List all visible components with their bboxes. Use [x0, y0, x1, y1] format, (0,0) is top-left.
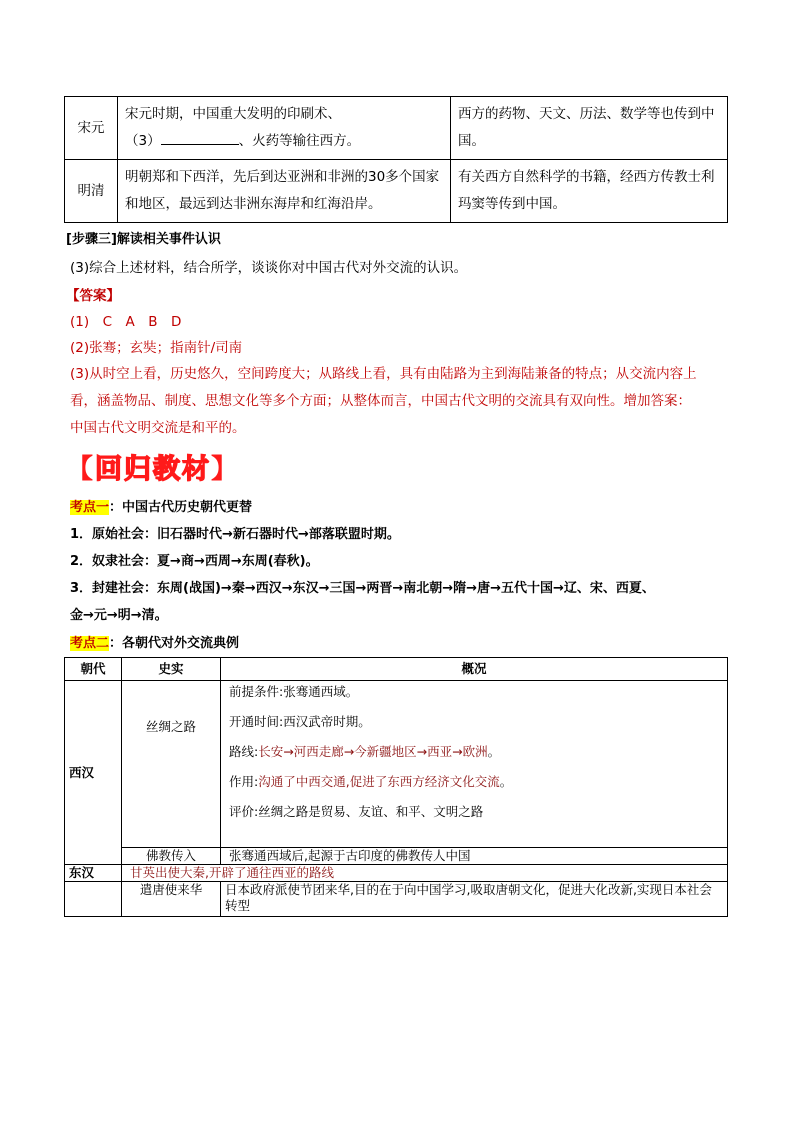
- point1-item-2: 2．奴隶社会：夏→商→西周→东周(春秋)。: [70, 554, 319, 569]
- point2-heading: [70, 632, 239, 651]
- buddhism-overview: 张骞通西域后,起源于古印度的佛教传人中国: [221, 848, 728, 865]
- evaluation-text: 评价:丝绸之路是贸易、友谊、和平、文明之路: [229, 804, 484, 819]
- event-silk-road: 丝绸之路: [122, 681, 221, 848]
- point1-item-3: 3．封建社会：东周(战国)→秦→西汉→东汉→三国→两晋→南北朝→隋→唐→五代十国→辽、宋、西夏、: [70, 581, 655, 596]
- banner-title: 回归教材: [95, 454, 211, 485]
- route-end: 。: [487, 744, 501, 759]
- outgoing-cell: [118, 97, 451, 160]
- foreign-exchange-table: [64, 657, 728, 917]
- point2-tag: 考点二: [70, 636, 110, 651]
- banner-bracket-open: 【: [66, 454, 95, 485]
- envoys-overview: 日本政府派使节团来华,目的在于向中国学习,吸取唐朝文化，促进大化改新,实现日本社会转型: [221, 882, 728, 917]
- dynasty-tang: [65, 882, 122, 917]
- point1-item-4: 金→元→明→清。: [70, 608, 168, 623]
- outgoing-text: 宋元时期，中国重大发明的印刷术、: [125, 106, 341, 122]
- answer-line-1: (1) C A B D: [70, 314, 182, 330]
- answer-line-4: 看，涵盖物品、制度、思想文化等多个方面；从整体而言，中国古代文明的交流具有双向性。增加答案：: [70, 393, 691, 409]
- answer-line-3: (3)从时空上看，历史悠久，空间跨度大；从路线上看，具有由陆路为主到海陆兼备的特点；从交流内容上: [70, 366, 697, 382]
- event-buddhism: 佛教传入: [122, 848, 221, 865]
- table-row: [65, 681, 728, 848]
- dynasty-exchange-table: [64, 96, 728, 223]
- table-row: [65, 97, 728, 160]
- dynasty-cell: 宋元: [65, 97, 118, 160]
- incoming-cell: 西方的药物、天文、历法、数学等也传到中国。: [451, 97, 728, 160]
- answer-blank[interactable]: [161, 130, 239, 145]
- effect-text: 沟通了中西交通,促进了东西方经济文化交流: [258, 774, 500, 789]
- effect-label: 作用:: [229, 774, 259, 789]
- point1-item-1: 1．原始社会：旧石器时代→新石器时代→部落联盟时期。: [70, 527, 400, 542]
- answer-line-5: 中国古代文明交流是和平的。: [70, 420, 246, 436]
- event-envoys: 遣唐使来华: [122, 882, 221, 917]
- incoming-cell: 有关西方自然科学的书籍，经西方传教士利玛窦等传到中国。: [451, 160, 728, 223]
- point1-tag: 考点一: [70, 500, 110, 515]
- point1-heading: [70, 496, 252, 515]
- table-row: [65, 882, 728, 917]
- section-banner: [66, 447, 240, 486]
- dynasty-donghan: 东汉: [65, 865, 122, 882]
- point1-title: ：中国古代历史朝代更替: [109, 500, 253, 515]
- header-overview: 概况: [221, 658, 728, 681]
- effect-end: 。: [499, 774, 513, 789]
- outgoing-text-2: 、火药等输往西方。: [238, 133, 361, 149]
- silk-road-overview: [221, 681, 728, 848]
- dynasty-xihan: 西汉: [65, 681, 122, 865]
- open-time-text: 开通时间:西汉武帝时期。: [229, 714, 371, 729]
- point2-title: ：各朝代对外交流典例: [109, 636, 240, 651]
- table-header-row: [65, 658, 728, 681]
- banner-bracket-close: 】: [211, 454, 240, 485]
- route-label: 路线:: [229, 744, 259, 759]
- answer-line-2: (2)张骞；玄奘；指南针/司南: [70, 340, 243, 356]
- route-text: 长安→河西走廊→今新疆地区→西亚→欧洲: [258, 744, 488, 759]
- header-event: 史实: [122, 658, 221, 681]
- step3-title: [步骤三]解读相关事件认识: [66, 232, 221, 247]
- table-row: [65, 848, 728, 865]
- dynasty-cell: 明清: [65, 160, 118, 223]
- donghan-overview: 甘英出使大秦,开辟了通往西亚的路线: [122, 865, 728, 882]
- blank-prefix: （3）: [125, 133, 161, 149]
- header-dynasty: 朝代: [65, 658, 122, 681]
- table-row: [65, 865, 728, 882]
- premise-text: 前提条件:张骞通西域。: [229, 684, 359, 699]
- step3-question: (3)综合上述材料，结合所学，谈谈你对中国古代对外交流的认识。: [70, 260, 468, 276]
- outgoing-cell: 明朝郑和下西洋，先后到达亚洲和非洲的30多个国家和地区，最远到达非洲东海岸和红海沿岸。: [118, 160, 451, 223]
- table-row: [65, 160, 728, 223]
- answer-heading: 【答案】: [66, 288, 120, 304]
